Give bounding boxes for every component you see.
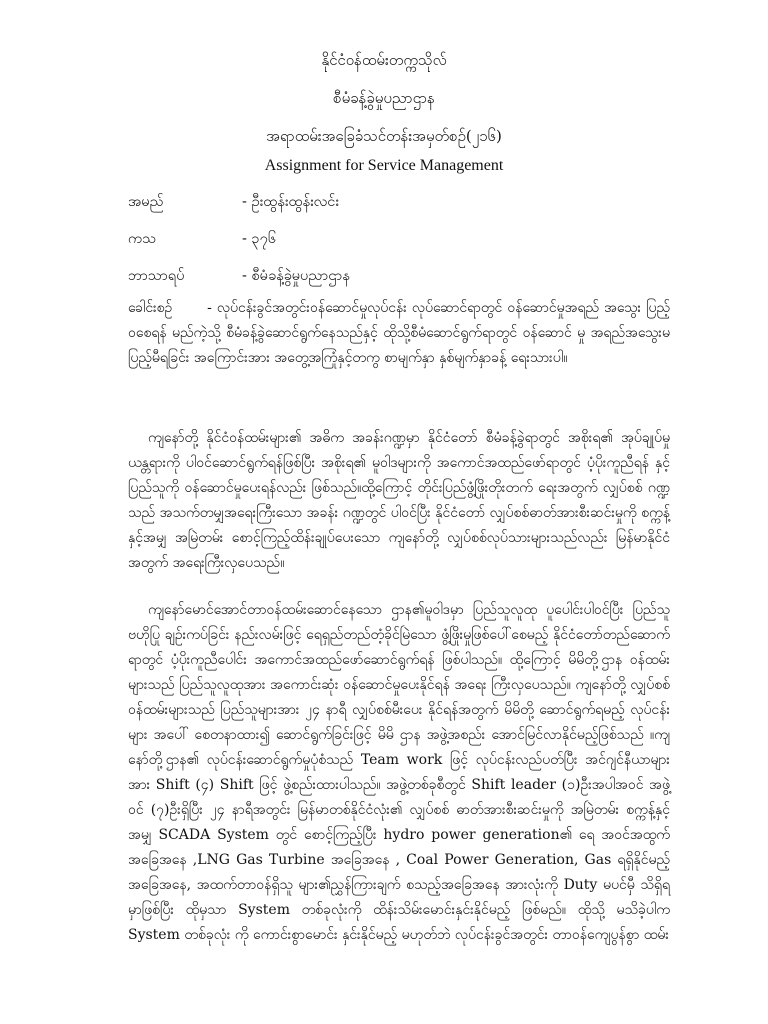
body-paragraph-1: ကျနော်တို့ နိုင်ငံဝန်ထမ်းများ၏ အဓိက အခန်းဂဏ္ဍမှာ နိုင်ငံတော် စီမံခန့်ခွဲရာတွင် အစိုးရ၏ အုပ်ချုပ်မှု ယန္တရားကို ပါဝင်ဆောင်ရွက်ရန်ဖြစ်ပြီး အစိုးရ၏ မူဝါဒများကို အကောင်အထည်ဖော်ရာတွင် ပံ့ပိုးကူညီရန် နှင့် ပြည်သူကို ဝန်ဆောင်မှုပေးရန်လည်း ဖြစ်သည်။ထို့ကြောင့် တိုင်းပြည်ဖွံ့ဖြိုးတိုးတက် ရေးအတွက် လျှပ်စစ် ဂဏ္ဍသည် အသက်တမျှအရေးကြီးသော အခန်း ဂဏ္ဍတွင် ပါဝင်ပြီး နိုင်ငံတော် လျှပ်စစ်ဓာတ်အားစီးဆင်းမှုကို စက္ကန့်နှင့်အမျှ အမြဲတမ်း စောင့်ကြည့်ထိန်းချုပ်ပေးသော ကျနော်တို့ လျှပ်စစ်လုပ်သားများသည်လည်း မြန်မာနိုင်ငံ အတွက် အရေးကြီးလှပေသည်။: [128, 430, 670, 571]
roll-value: - ၃၇၆: [242, 231, 276, 247]
name-field: [128, 192, 339, 212]
department-title: စီမံခန့်ခွဲမှုပညာဌာန: [333, 89, 435, 107]
name-value: - ဦးထွန်းထွန်းလင်း: [242, 194, 339, 210]
topic-text: - လုပ်ငန်းခွင်အတွင်းဝန်ဆောင်မှုလုပ်ငန်း လုပ်ဆောင်ရာတွင် ဝန်ဆောင်မှုအရည် အသွေး ပြည့်ဝစေရန် မည်ကဲ့သို့ စီမံခန့်ခွဲဆောင်ရွက်နေသည်နှင့် ထိုသို့စီမံဆောင်ရွက်ရာတွင် ဝန်ဆောင် မှု အရည်အသွေးမပြည့်မီရခြင်း အကြောင်းအား အတွေ့အကြုံနှင့်တကွ စာမျက်နှာ နှစ်မျက်နှာခန့် ရေးသားပါ။: [128, 300, 670, 366]
topic-label: ခေါင်းစဉ်: [128, 300, 173, 316]
assignment-title: Assignment for Service Management: [264, 157, 504, 174]
course-title: အရာထမ်းအခြေခံသင်တန်းအမှတ်စဉ်(၂၁၆): [266, 127, 502, 145]
roll-label: ကသ: [128, 231, 157, 247]
university-title: နိုင်ငံဝန်ထမ်းတက္ကသိုလ်: [321, 51, 447, 69]
subject-field-label: ဘာသာရပ်: [128, 268, 185, 284]
subject-field: [128, 266, 350, 286]
assignment-topic: [128, 296, 670, 371]
subject-field-value: - စီမံခန့်ခွဲမှုပညာဌာန: [242, 268, 350, 284]
roll-field: [128, 229, 276, 249]
body-paragraph-2: ကျနော်မောင်အောင်တာဝန်ထမ်းဆောင်နေသော ဌာန၏မူဝါဒမှာ ပြည်သူလူထု ပူပေါင်းပါဝင်ပြီး ပြည်သူ ဗဟိုပြု ချဉ်းကပ်ခြင်း နည်းလမ်းဖြင့် ရေရှည်တည်တံ့ခိုင်မြဲသော ဖွံ့ဖြိုးမှုဖြစ်ပေါ်စေမည့် နိုင်ငံတော်တည်ဆောက်ရာတွင် ပံ့ပိုးကူညီပေါင်း အကောင်အထည်ဖော်ဆောင်ရွက်ရန် ဖြစ်ပါသည်။ ထို့ကြောင့် မိမိတို့ဌာန ဝန်ထမ်းများသည် ပြည်သူလူထုအား အကောင်းဆုံး ဝန်ဆောင်မှုပေးနိုင်ရန် အရေး ကြီးလှပေသည်။ ကျနော်တို့ လျှပ်စစ်ဝန်ထမ်းများသည် ပြည်သူများအား ၂၄ နာရီ လျှပ်စစ်မီးပေး နိုင်ရန်အတွက် မိမိတို့ ဆောင်ရွက်ရမည့် လုပ်ငန်းများ အပေါ် စေတနာထား၍ ဆောင်ရွက်ခြင်းဖြင့် မိမိ ဌာန အဖွဲ့အစည်း အောင်မြင်လာနိုင်မည့်ဖြစ်သည် ။ကျနော်တို့ဌာန၏ လုပ်ငန်းဆောင်ရွက်မှုပုံစံသည် Team work ဖြင့် လုပ်ငန်းလည်ပတ်ပြီး အင်ဂျင်နီယာများအား Shift (၄) Shift ဖြင့် ဖွဲ့စည်းထားပါသည်။ အဖွဲ့တစ်ခုစီတွင် Shift leader (၁)ဦးအပါအဝင် အဖွဲ့ဝင် (၇)ဦးရှိပြီး ၂၄ နာရီအတွင်း မြန်မာတစ်နိုင်ငံလုံး၏ လျှပ်စစ် ဓာတ်အားစီးဆင်းမှုကို အမြဲတမ်း စက္ကန့်နှင့်အမျှ SCADA System တွင် စောင့်ကြည့်ပြီး hydro power generation၏ ရေ အဝင်အထွက်အခြေအနေ ,LNG Gas Turbine အခြေအနေ , Coal Power Generation, Gas ရရှိနိုင်မည့် အခြေအနေ, အထက်တာဝန်ရှိသူ များ၏ညွှန်ကြားချက် စသည့်အခြေအနေ အားလုံးကို Duty မပင်မှီ သိရှိရမှာဖြစ်ပြီး ထိုမှသာ System တစ်ခုလုံးကို ထိန်းသိမ်းမောင်းနှင်းနိုင်မည့် ဖြစ်မည်။ ထိုသို့ မသိခဲ့ပါက System တစ်ခုလုံး ကို ကောင်းစွာမောင်း နှင်းနိုင်မည့် မဟုတ်ဘဲ လုပ်ငန်းခွင်အတွင်း တာဝန်ကျေပွန်စွာ ထမ်း: [128, 602, 670, 943]
name-label: အမည်: [128, 194, 164, 210]
